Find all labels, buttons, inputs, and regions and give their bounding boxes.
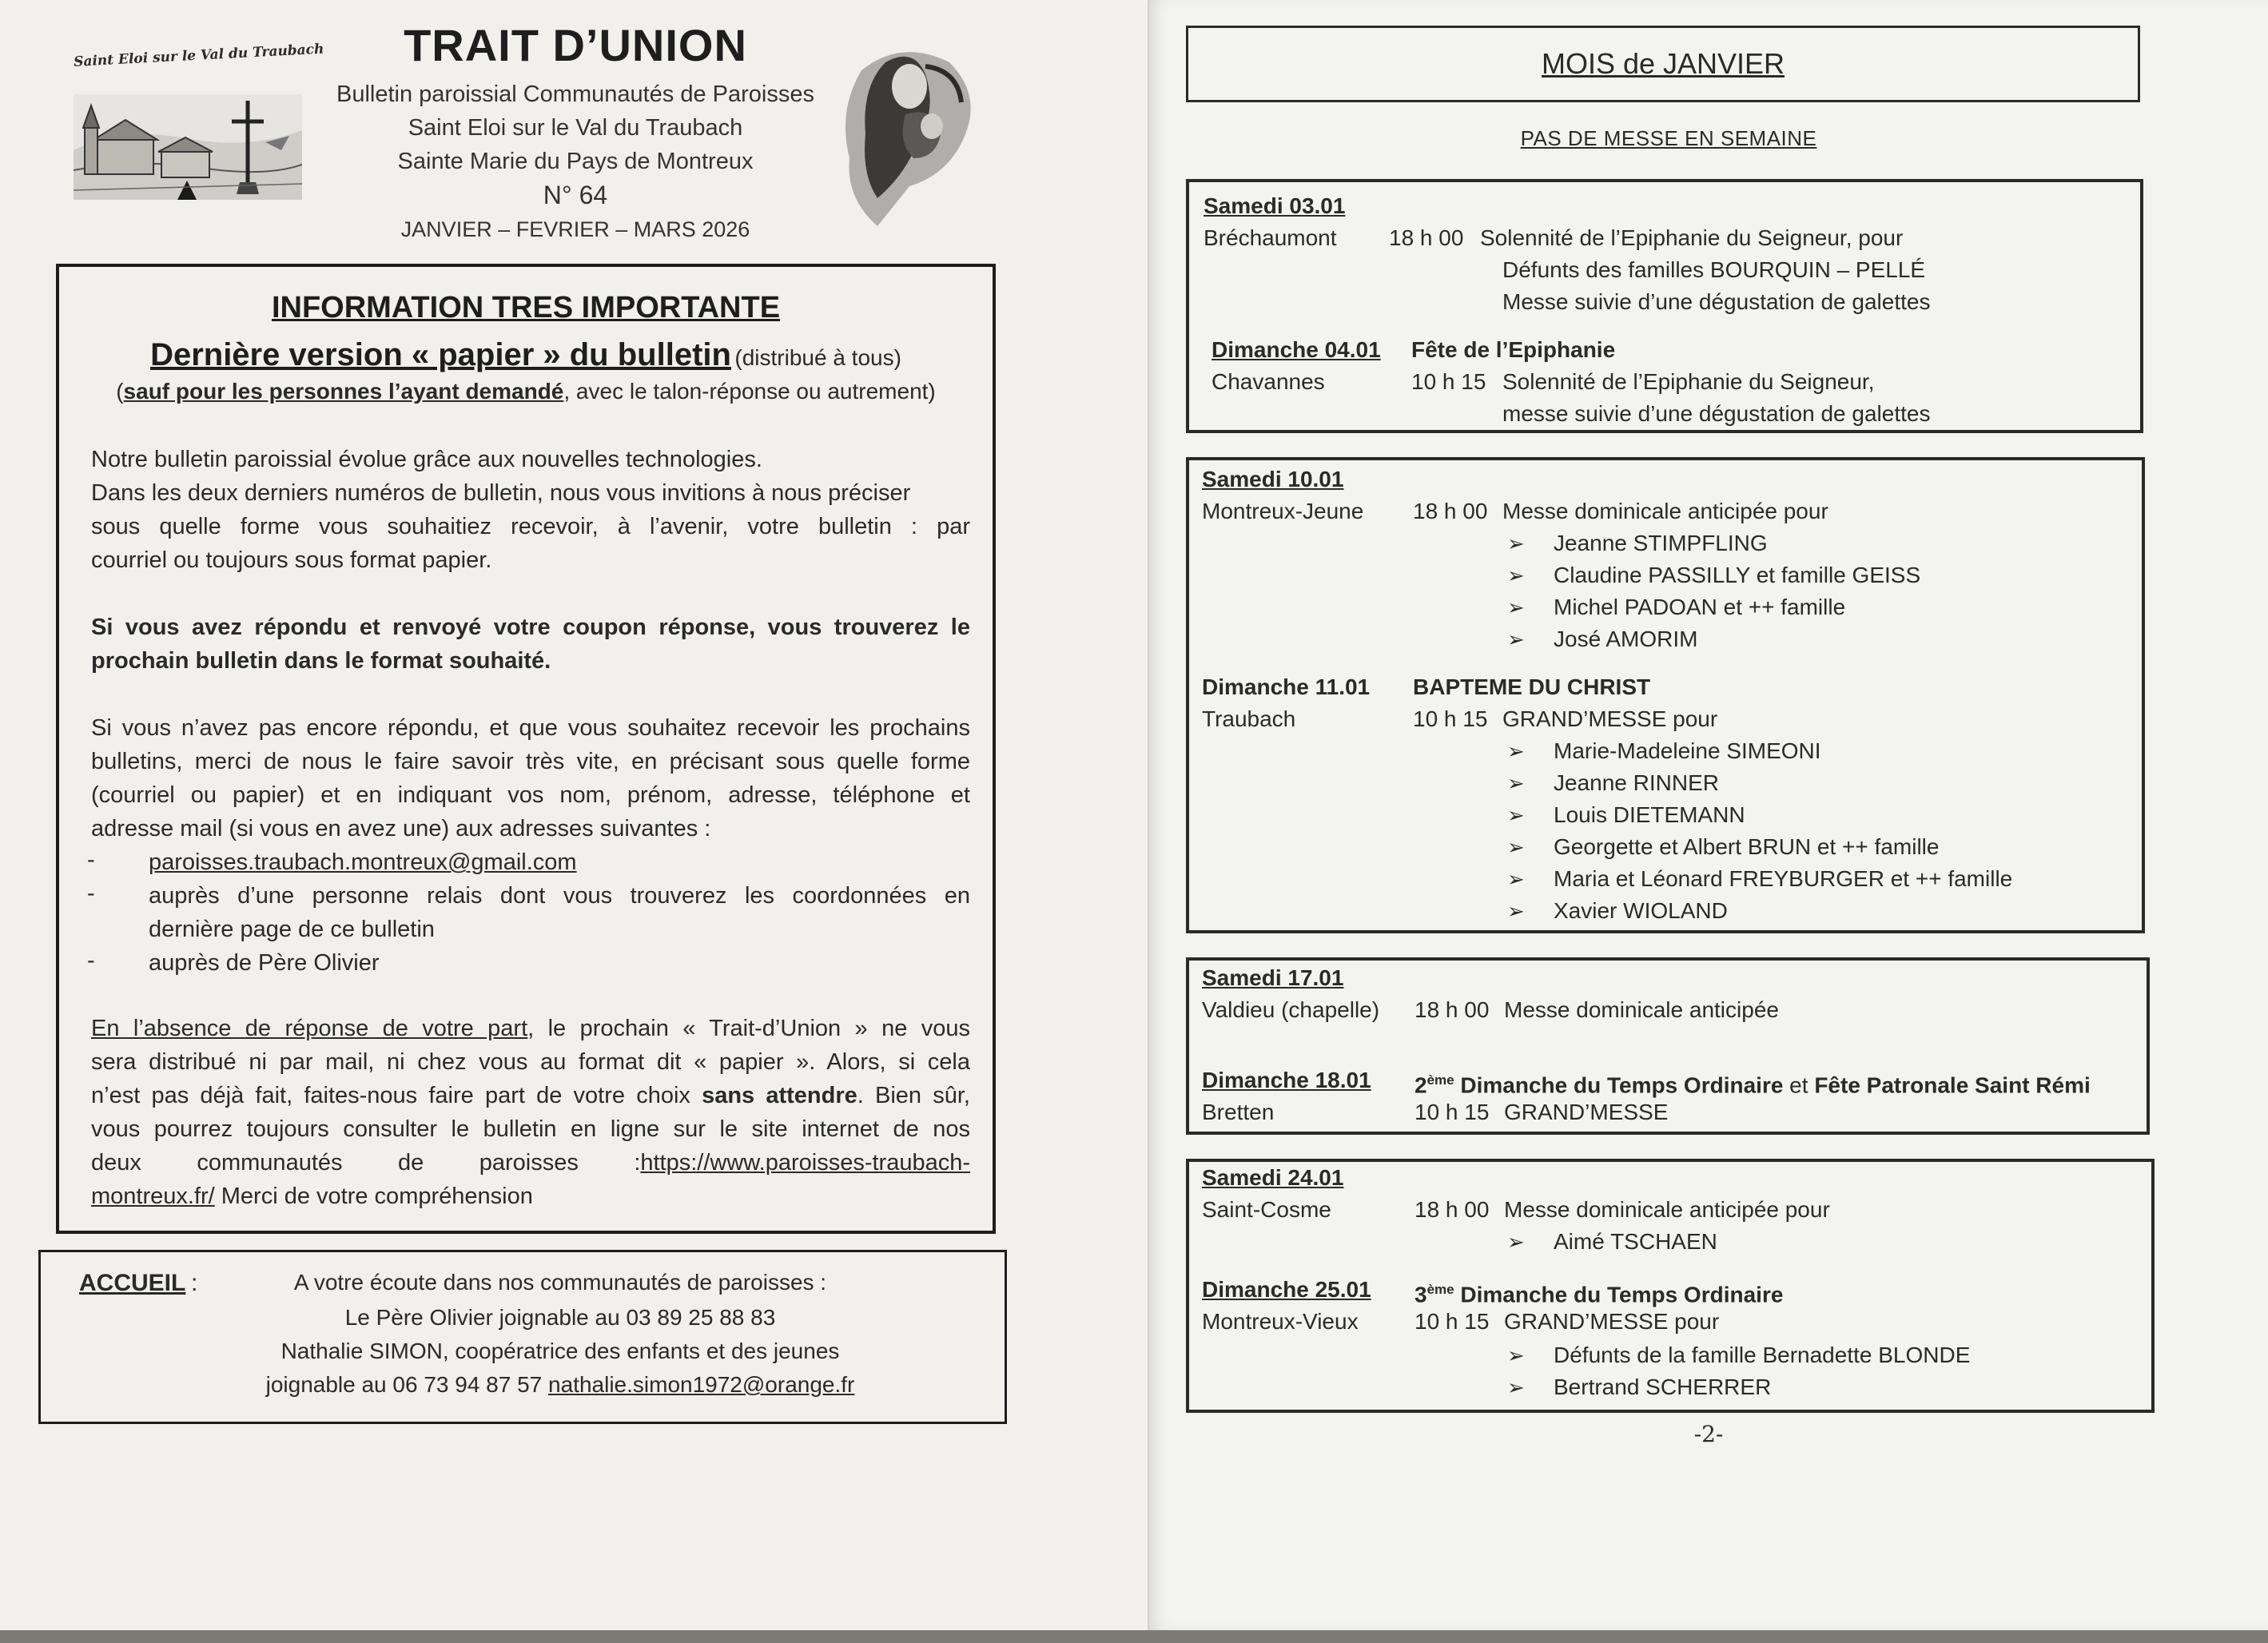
accueil-line: Le Père Olivier joignable au 03 89 25 88 83: [344, 1305, 776, 1330]
info-subtitle-main: Dernière version « papier » du bulletin: [150, 337, 731, 372]
intention-name: Bertrand SCHERRER: [1554, 1374, 1772, 1399]
event-description: Messe suivie d’une dégustation de galettes: [1502, 289, 1931, 314]
choice-text: n’est pas déjà fait, faites-nous faire part de votre choix: [91, 1083, 702, 1108]
event-date: Dimanche 18.01: [1202, 1068, 1371, 1092]
intention-name: Maria et Léonard FREYBURGER et ++ famille: [1554, 866, 2013, 891]
village-caption: Saint Eloi sur le Val du Traubach: [73, 41, 324, 70]
bullet-dash: -: [87, 881, 95, 906]
header-line: Sainte Marie du Pays de Montreux: [397, 149, 754, 174]
schedule-box-epiphany: [1186, 179, 2143, 433]
month-title-box: [1186, 26, 2140, 102]
choice-end: . Bien sûr,: [857, 1083, 970, 1108]
event-description: GRAND’MESSE: [1504, 1100, 1669, 1124]
feast-ordinal: 2: [1415, 1072, 1427, 1098]
event-place: Valdieu (chapelle): [1202, 997, 1380, 1022]
event-time: 18 h 00: [1413, 499, 1488, 523]
info-subtitle: [59, 337, 993, 373]
note-bold: sauf pour les personnes l’ayant demandé: [123, 379, 564, 404]
paragraph-line: Dans les deux derniers numéros de bulletin, nous vous invitions à nous préciser: [91, 480, 911, 506]
event-place: Saint-Cosme: [1202, 1197, 1331, 1222]
bulletin-title: TRAIT D’UNION: [404, 20, 747, 70]
paragraph-line: Notre bulletin paroissial évolue grâce aux nouvelles technologies.: [91, 447, 762, 472]
header-line: Bulletin paroissial Communautés de Paroisses: [336, 82, 814, 107]
note-rest: , avec le talon-réponse ou autrement): [563, 379, 936, 404]
website-link-end[interactable]: montreux.fr/: [91, 1184, 215, 1209]
intention-name: Défunts de la famille Bernadette BLONDE: [1554, 1343, 1971, 1367]
event-description: Défunts des familles BOURQUIN – PELLÉ: [1502, 257, 1926, 282]
event-date: Dimanche 25.01: [1202, 1277, 1371, 1302]
event-place: Chavannes: [1212, 369, 1325, 394]
paragraph-line: bulletins, merci de nous le faire savoir très vite, en précisant sous quelle forme: [91, 749, 970, 774]
arrow-bullet-icon: ➢: [1507, 1230, 1525, 1254]
bullet-item: auprès de Père Olivier: [149, 950, 380, 976]
arrow-bullet-icon: ➢: [1507, 1375, 1525, 1399]
arrow-bullet-icon: ➢: [1507, 835, 1525, 859]
no-weekday-mass: PAS DE MESSE EN SEMAINE: [1520, 126, 1817, 150]
website-intro: deux communautés de paroisses :: [91, 1150, 641, 1176]
event-description: Messe dominicale anticipée pour: [1502, 499, 1828, 523]
accueil-line: Nathalie SIMON, coopératrice des enfants et des jeunes: [281, 1339, 840, 1363]
event-feast: Fête de l’Epiphanie: [1411, 337, 1616, 362]
bullet-dash: -: [87, 948, 95, 973]
info-subtitle-note: (distribué à tous): [734, 345, 901, 370]
madonna-and-child-sketch: [830, 38, 981, 230]
event-place: Montreux-Vieux: [1202, 1309, 1359, 1334]
intention-name: Jeanne STIMPFLING: [1554, 531, 1768, 555]
paragraph-line: sera distribué ni par mail, ni chez vous au format dit « papier ». Alors, si cela: [91, 1049, 970, 1075]
arrow-bullet-icon: ➢: [1507, 563, 1525, 587]
event-place: Montreux-Jeune: [1202, 499, 1364, 523]
bullet-item: dernière page de ce bulletin: [149, 917, 435, 942]
paragraph-line: [91, 1180, 970, 1213]
arrow-bullet-icon: ➢: [1507, 1343, 1525, 1367]
accueil-colon: :: [191, 1270, 198, 1296]
schedule-box-ordinary-time: [1186, 1159, 2155, 1413]
event-description: Solennité de l’Epiphanie du Seigneur, pour: [1480, 225, 1904, 250]
info-title: INFORMATION TRES IMPORTANTE: [271, 291, 781, 324]
phone-text: joignable au 06 73 94 87 57: [265, 1372, 549, 1397]
contact-email-link[interactable]: nathalie.simon1972@orange.fr: [548, 1372, 855, 1397]
arrow-bullet-icon: ➢: [1507, 739, 1525, 763]
event-description: GRAND’MESSE pour: [1502, 706, 1718, 731]
important-information-box: [56, 264, 996, 1234]
schedule-box-baptism: [1186, 457, 2145, 933]
absence-rest: , le prochain « Trait-d’Union » ne vous: [527, 1016, 970, 1041]
paragraph-line: (courriel ou papier) et en indiquant vos nom, prénom, adresse, téléphone et: [91, 782, 970, 808]
arrow-bullet-icon: ➢: [1507, 867, 1525, 891]
event-time: 18 h 00: [1415, 997, 1490, 1022]
feast-patronal: Fête Patronale Saint Rémi: [1814, 1072, 2091, 1098]
header-line: Saint Eloi sur le Val du Traubach: [408, 115, 743, 141]
event-date: Dimanche 11.01: [1202, 674, 1371, 699]
absence-text: En l’absence de réponse de votre part: [91, 1016, 528, 1041]
feast-ordinal: 3: [1415, 1282, 1427, 1307]
feast-name: Dimanche du Temps Ordinaire: [1454, 1282, 1784, 1307]
paragraph-line: [91, 1079, 970, 1112]
arrow-bullet-icon: ➢: [1507, 627, 1525, 651]
village-sketch: [74, 94, 302, 200]
intention-name: Marie-Madeleine SIMEONI: [1554, 738, 1821, 763]
intention-name: Louis DIETEMANN: [1554, 802, 1745, 827]
event-description: Messe dominicale anticipée pour: [1504, 1197, 1830, 1222]
arrow-bullet-icon: ➢: [1507, 595, 1525, 619]
event-time: 10 h 15: [1415, 1100, 1490, 1124]
event-date: Samedi 10.01: [1202, 467, 1344, 491]
month-title: MOIS de JANVIER: [1541, 47, 1785, 80]
accueil-box: [38, 1250, 1007, 1424]
accueil-line: [161, 1372, 960, 1398]
accueil-line: A votre écoute dans nos communautés de paroisses :: [293, 1270, 827, 1295]
event-description: Solennité de l’Epiphanie du Seigneur,: [1502, 369, 1875, 394]
event-date: Dimanche 04.01: [1212, 337, 1381, 362]
paragraph-line: adresse mail (si vous en avez une) aux adresses suivantes :: [91, 816, 711, 841]
paragraph-line: Si vous n’avez pas encore répondu, et que vous souhaitez recevoir les prochains: [91, 715, 970, 741]
event-time: 10 h 15: [1411, 369, 1486, 394]
event-place: Bréchaumont: [1204, 225, 1337, 250]
event-feast: BAPTEME DU CHRIST: [1413, 674, 1651, 699]
feast-ordinal-suffix: ème: [1426, 1072, 1454, 1088]
feast-ordinal-suffix: ème: [1426, 1282, 1454, 1297]
arrow-bullet-icon: ➢: [1507, 531, 1525, 555]
intention-name: Xavier WIOLAND: [1554, 898, 1728, 923]
paragraph-line-bold: Si vous avez répondu et renvoyé votre coupon réponse, vous trouverez le: [91, 615, 970, 640]
event-date: Samedi 17.01: [1202, 965, 1344, 990]
paragraph-line-bold: prochain bulletin dans le format souhaité.: [91, 648, 551, 674]
feast-name: Dimanche du Temps Ordinaire: [1454, 1072, 1784, 1098]
feast-and: et: [1783, 1072, 1815, 1098]
paragraph-line: vous pourrez toujours consulter le bulletin en ligne sur le site internet de nos: [91, 1116, 970, 1142]
event-time: 18 h 00: [1389, 225, 1464, 250]
event-description: GRAND’MESSE pour: [1504, 1309, 1720, 1334]
intention-name: Michel PADOAN et ++ famille: [1554, 595, 1846, 619]
paragraph-line: courriel ou toujours sous format papier.: [91, 547, 492, 573]
note-paren: (: [116, 379, 124, 404]
event-description: messe suivie d’une dégustation de galettes: [1502, 401, 1931, 426]
info-note: [59, 379, 993, 404]
paragraph-line: sous quelle forme vous souhaitiez recevoir, à l’avenir, votre bulletin : par: [91, 514, 970, 539]
issue-period: JANVIER – FEVRIER – MARS 2026: [400, 217, 750, 241]
schedule-box-saint-remi: [1186, 957, 2150, 1135]
intention-name: José AMORIM: [1554, 627, 1698, 651]
event-time: 18 h 00: [1415, 1197, 1490, 1222]
paragraph-line: [91, 1146, 970, 1180]
intention-name: Jeanne RINNER: [1554, 770, 1719, 795]
without-delay: sans attendre: [702, 1083, 857, 1108]
email-link[interactable]: paroisses.traubach.montreux@gmail.com: [149, 849, 577, 875]
event-place: Bretten: [1202, 1100, 1275, 1124]
arrow-bullet-icon: ➢: [1507, 771, 1525, 795]
paragraph-line: [91, 1012, 970, 1045]
event-date: Samedi 03.01: [1204, 193, 1346, 218]
accueil-label: ACCUEIL: [79, 1270, 186, 1296]
thanks-text: Merci de votre compréhension: [214, 1184, 533, 1209]
arrow-bullet-icon: ➢: [1507, 899, 1525, 923]
event-date: Samedi 24.01: [1202, 1165, 1344, 1190]
issue-number: N° 64: [543, 181, 608, 209]
right-page: [1148, 0, 2268, 1630]
event-description: Messe dominicale anticipée: [1504, 997, 1779, 1022]
website-link[interactable]: https://www.paroisses-traubach-: [640, 1150, 970, 1176]
arrow-bullet-icon: ➢: [1507, 803, 1525, 827]
event-time: 10 h 15: [1415, 1309, 1490, 1334]
intention-name: Georgette et Albert BRUN et ++ famille: [1554, 834, 1940, 859]
bullet-dash: -: [87, 847, 95, 873]
page-number: -2-: [1693, 1421, 1724, 1447]
bullet-item: auprès d’une personne relais dont vous trouverez les coordonnées en: [149, 883, 970, 909]
event-time: 10 h 15: [1413, 706, 1488, 731]
intention-name: Aimé TSCHAEN: [1554, 1229, 1717, 1254]
event-place: Traubach: [1202, 706, 1296, 731]
intention-name: Claudine PASSILLY et famille GEISS: [1554, 563, 1921, 587]
